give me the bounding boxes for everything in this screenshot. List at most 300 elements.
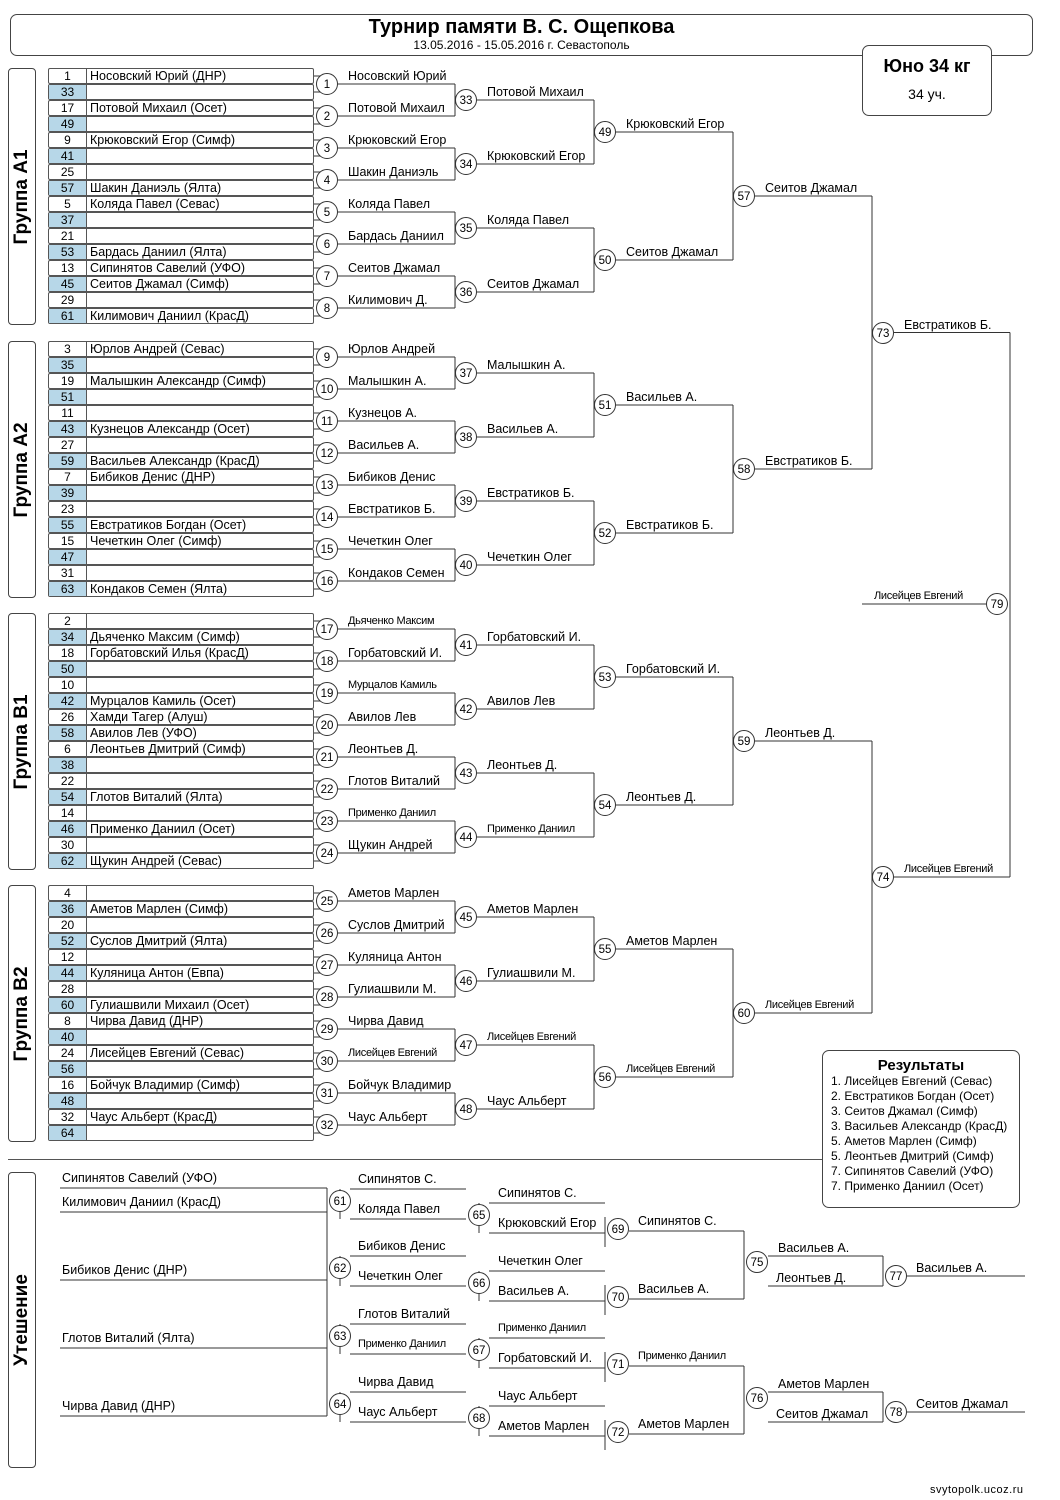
- match-number-badge: 64: [329, 1393, 351, 1415]
- match-number-badge: 7: [316, 265, 338, 287]
- draw-number: 7: [49, 470, 87, 484]
- match-number-badge: 12: [316, 442, 338, 464]
- entrant-name: Гулиашвили Михаил (Осет): [90, 998, 250, 1012]
- draw-number: 8: [49, 1014, 87, 1028]
- entrant-name: Кузнецов Александр (Осет): [90, 422, 250, 436]
- draw-number: 57: [49, 181, 87, 195]
- winner-label: Васильев А.: [498, 1284, 570, 1298]
- entry-row: [48, 725, 314, 741]
- winner-label: Леонтьев Д.: [776, 1271, 847, 1285]
- winner-label: Мурцалов Камиль: [348, 679, 437, 691]
- match-number-badge: 79: [986, 593, 1008, 615]
- group-label: Группа А1: [11, 148, 32, 245]
- entry-row: [48, 533, 314, 549]
- draw-number: 3: [49, 342, 87, 356]
- winner-label: Евстратиков Б.: [626, 518, 714, 532]
- winner-label: Коляда Павел: [487, 213, 570, 227]
- draw-number: 43: [49, 422, 87, 436]
- draw-number: 42: [49, 694, 87, 708]
- page-subtitle: 13.05.2016 - 15.05.2016 г. Севастополь: [413, 38, 630, 52]
- match-number-badge: 24: [316, 842, 338, 864]
- group-label: Утешение: [11, 1274, 32, 1366]
- match-number-badge: 1: [316, 73, 338, 95]
- winner-label: Васильев А.: [638, 1282, 710, 1296]
- entry-row: [48, 997, 314, 1013]
- winner-label: Малышкин А.: [348, 374, 427, 388]
- draw-number: 62: [49, 854, 87, 868]
- entry-row: [48, 1013, 314, 1029]
- entry-row: [48, 821, 314, 837]
- winner-label: Потовой Михаил: [487, 85, 584, 99]
- page-title: Турнир памяти В. С. Ощепкова: [368, 16, 675, 38]
- entry-row: [48, 228, 314, 244]
- match-number-badge: 13: [316, 474, 338, 496]
- match-number-badge: 48: [455, 1098, 477, 1120]
- winner-label: Потовой Михаил: [348, 101, 445, 115]
- match-number-badge: 17: [316, 618, 338, 640]
- winner-label: Чечеткин Олег: [487, 550, 572, 564]
- entry-row: [48, 981, 314, 997]
- entrant-name: Мурцалов Камиль (Осет): [90, 694, 236, 708]
- entry-row: [48, 741, 314, 757]
- winner-label: Глотов Виталий: [358, 1307, 450, 1321]
- entrant-name: Щукин Андрей (Севас): [90, 854, 222, 868]
- draw-number: 21: [49, 229, 87, 243]
- entry-row: [48, 1093, 314, 1109]
- entry-row: [48, 421, 314, 437]
- winner-label: Чирва Давид (ДНР): [62, 1399, 176, 1413]
- draw-number: 26: [49, 710, 87, 724]
- match-number-badge: 2: [316, 105, 338, 127]
- entrant-name: Применко Даниил (Осет): [90, 822, 236, 836]
- match-number-badge: 30: [316, 1050, 338, 1072]
- match-number-badge: 50: [594, 249, 616, 271]
- winner-label: Сипинятов Савелий (УФО): [62, 1171, 218, 1185]
- winner-label: Чаус Альберт: [498, 1389, 578, 1403]
- winner-label: Кузнецов А.: [348, 406, 418, 420]
- result-item: 2. Евстратиков Богдан (Осет): [831, 1089, 995, 1103]
- match-number-badge: 10: [316, 378, 338, 400]
- entry-row: [48, 917, 314, 933]
- draw-number: 31: [49, 566, 87, 580]
- match-number-badge: 20: [316, 714, 338, 736]
- entry-row: [48, 276, 314, 292]
- draw-number: 29: [49, 293, 87, 307]
- match-number-badge: 3: [316, 137, 338, 159]
- match-number-badge: 35: [455, 217, 477, 239]
- draw-number: 1: [49, 69, 87, 83]
- winner-label: Сеитов Джамал: [776, 1407, 869, 1421]
- match-number-badge: 65: [468, 1204, 490, 1226]
- match-number-badge: 68: [468, 1407, 490, 1429]
- match-number-badge: 77: [885, 1265, 907, 1287]
- match-number-badge: 61: [329, 1190, 351, 1212]
- match-number-badge: 46: [455, 970, 477, 992]
- winner-label: Крюковский Егор: [626, 117, 725, 131]
- draw-number: 22: [49, 774, 87, 788]
- draw-number: 45: [49, 277, 87, 291]
- winner-label: Дьяченко Максим: [348, 615, 435, 627]
- winner-label: Васильев А.: [487, 422, 559, 436]
- match-number-badge: 18: [316, 650, 338, 672]
- winner-label: Евстратиков Б.: [487, 486, 575, 500]
- draw-number: 56: [49, 1062, 87, 1076]
- entry-row: [48, 292, 314, 308]
- match-number-badge: 74: [872, 866, 894, 888]
- entry-row: [48, 613, 314, 629]
- entry-row: [48, 341, 314, 357]
- entry-row: [48, 789, 314, 805]
- results-title: Результаты: [877, 1057, 965, 1074]
- draw-number: 50: [49, 662, 87, 676]
- match-number-badge: 42: [455, 698, 477, 720]
- weight-class-box: [862, 45, 992, 116]
- entry-row: [48, 949, 314, 965]
- winner-label: Сипинятов С.: [358, 1172, 437, 1186]
- results-box: [822, 1050, 1020, 1208]
- match-number-badge: 52: [594, 522, 616, 544]
- match-number-badge: 37: [455, 362, 477, 384]
- group-b1-box: [8, 613, 36, 870]
- winner-label: Коляда Павел: [358, 1202, 441, 1216]
- entrant-name: Горбатовский Илья (КрасД): [90, 646, 249, 660]
- entrant-name: Авилов Лев (УФО): [90, 726, 197, 740]
- match-number-badge: 26: [316, 922, 338, 944]
- entrant-name: Васильев Александр (КрасД): [90, 454, 260, 468]
- winner-label: Чечеткин Олег: [348, 534, 433, 548]
- winner-label: Применко Даниил: [487, 823, 575, 835]
- winner-label: Чечеткин Олег: [358, 1269, 443, 1283]
- draw-number: 11: [49, 406, 87, 420]
- draw-number: 13: [49, 261, 87, 275]
- winner-label: Бардась Даниил: [348, 229, 444, 243]
- draw-number: 27: [49, 438, 87, 452]
- draw-number: 63: [49, 582, 87, 596]
- group-label: Группа А2: [11, 421, 32, 518]
- winner-label: Лисейцев Евгений: [626, 1063, 715, 1075]
- winner-label: Глотов Виталий (Ялта): [62, 1331, 195, 1345]
- match-number-badge: 47: [455, 1034, 477, 1056]
- winner-label: Гулиашвили М.: [348, 982, 437, 996]
- winner-label: Аметов Марлен: [638, 1417, 730, 1431]
- entrant-name: Малышкин Александр (Симф): [90, 374, 266, 388]
- entry-row: [48, 180, 314, 196]
- match-number-badge: 72: [607, 1421, 629, 1443]
- winner-label: Сипинятов С.: [638, 1214, 717, 1228]
- entry-row: [48, 885, 314, 901]
- match-number-badge: 29: [316, 1018, 338, 1040]
- winner-label: Авилов Лев: [487, 694, 556, 708]
- entry-row: [48, 693, 314, 709]
- entry-row: [48, 212, 314, 228]
- entrant-name: Евстратиков Богдан (Осет): [90, 518, 247, 532]
- winner-label: Чирва Давид: [348, 1014, 424, 1028]
- match-number-badge: 14: [316, 506, 338, 528]
- match-number-badge: 78: [885, 1401, 907, 1423]
- match-number-badge: 53: [594, 666, 616, 688]
- entrant-name: Сеитов Джамал (Симф): [90, 277, 229, 291]
- result-item: 7. Сипинятов Савелий (УФО): [831, 1164, 994, 1178]
- watermark: svytopolk.ucoz.ru: [930, 1484, 1024, 1496]
- entrant-name: Бардась Даниил (Ялта): [90, 245, 227, 259]
- winner-label: Бибиков Денис: [358, 1239, 446, 1253]
- winner-label: Васильев А.: [626, 390, 698, 404]
- entry-row: [48, 837, 314, 853]
- entry-row: [48, 373, 314, 389]
- entry-row: [48, 709, 314, 725]
- winner-label: Аметов Марлен: [498, 1419, 590, 1433]
- draw-number: 24: [49, 1046, 87, 1060]
- winner-label: Чаус Альберт: [358, 1405, 438, 1419]
- group-a2-box: [8, 341, 36, 598]
- match-number-badge: 33: [455, 89, 477, 111]
- match-number-badge: 54: [594, 794, 616, 816]
- entrant-name: Крюковский Егор (Симф): [90, 133, 236, 147]
- match-number-badge: 49: [594, 121, 616, 143]
- draw-number: 51: [49, 390, 87, 404]
- entry-row: [48, 1045, 314, 1061]
- draw-number: 17: [49, 101, 87, 115]
- draw-number: 14: [49, 806, 87, 820]
- winner-label: Носовский Юрий: [348, 69, 447, 83]
- participant-count: 34 уч.: [908, 86, 946, 102]
- draw-number: 52: [49, 934, 87, 948]
- winner-label: Леонтьев Д.: [765, 726, 836, 740]
- draw-number: 59: [49, 454, 87, 468]
- winner-label: Горбатовский И.: [626, 662, 721, 676]
- entry-row: [48, 116, 314, 132]
- draw-number: 47: [49, 550, 87, 564]
- entrant-name: Кондаков Семен (Ялта): [90, 582, 228, 596]
- winner-label: Аметов Марлен: [626, 934, 718, 948]
- draw-number: 35: [49, 358, 87, 372]
- entrant-name: Бойчук Владимир (Симф): [90, 1078, 240, 1092]
- entrant-name: Куляница Антон (Евпа): [90, 966, 224, 980]
- winner-label: Щукин Андрей: [348, 838, 433, 852]
- entry-row: [48, 901, 314, 917]
- winner-label: Леонтьев Д.: [626, 790, 697, 804]
- draw-number: 37: [49, 213, 87, 227]
- match-number-badge: 66: [468, 1272, 490, 1294]
- draw-number: 36: [49, 902, 87, 916]
- entrant-name: Коляда Павел (Севас): [90, 197, 220, 211]
- entry-row: [48, 1109, 314, 1125]
- winner-label: Евстратиков Б.: [765, 454, 853, 468]
- winner-label: Бибиков Денис: [348, 470, 436, 484]
- winner-label: Суслов Дмитрий: [348, 918, 445, 932]
- entry-row: [48, 308, 314, 324]
- entry-row: [48, 68, 314, 84]
- entrant-name: Лисейцев Евгений (Севас): [90, 1046, 245, 1060]
- result-item: 3. Васильев Александр (КрасД): [831, 1119, 1008, 1133]
- draw-number: 33: [49, 85, 87, 99]
- result-item: 3. Сеитов Джамал (Симф): [831, 1104, 978, 1118]
- match-number-badge: 32: [316, 1114, 338, 1136]
- entrant-name: Чечеткин Олег (Симф): [90, 534, 222, 548]
- entrant-name: Суслов Дмитрий (Ялта): [90, 934, 228, 948]
- draw-number: 2: [49, 614, 87, 628]
- group-consolation-box: [8, 1172, 36, 1468]
- winner-label: Горбатовский И.: [498, 1351, 593, 1365]
- winner-label: Евстратиков Б.: [348, 502, 436, 516]
- entry-row: [48, 132, 314, 148]
- match-number-badge: 8: [316, 297, 338, 319]
- entrant-name: Чирва Давид (ДНР): [90, 1014, 204, 1028]
- winner-label: Васильев А.: [348, 438, 420, 452]
- winner-label: Кондаков Семен: [348, 566, 445, 580]
- winner-label: Куляница Антон: [348, 950, 442, 964]
- match-number-badge: 34: [455, 153, 477, 175]
- entrant-name: Сипинятов Савелий (УФО): [90, 261, 246, 275]
- match-number-badge: 38: [455, 426, 477, 448]
- entry-row: [48, 965, 314, 981]
- result-item: 5. Леонтьев Дмитрий (Симф): [831, 1149, 994, 1163]
- draw-number: 54: [49, 790, 87, 804]
- winner-label: Горбатовский И.: [348, 646, 443, 660]
- match-number-badge: 55: [594, 938, 616, 960]
- match-number-badge: 5: [316, 201, 338, 223]
- winner-label: Юрлов Андрей: [348, 342, 436, 356]
- winner-label: Лисейцев Евгений: [904, 863, 993, 875]
- match-number-badge: 27: [316, 954, 338, 976]
- draw-number: 41: [49, 149, 87, 163]
- draw-number: 53: [49, 245, 87, 259]
- entry-row: [48, 485, 314, 501]
- entry-row: [48, 645, 314, 661]
- draw-number: 28: [49, 982, 87, 996]
- draw-number: 60: [49, 998, 87, 1012]
- match-number-badge: 36: [455, 281, 477, 303]
- match-number-badge: 28: [316, 986, 338, 1008]
- entrant-name: Килимович Даниил (КрасД): [90, 309, 249, 323]
- match-number-badge: 15: [316, 538, 338, 560]
- draw-number: 12: [49, 950, 87, 964]
- match-number-badge: 56: [594, 1066, 616, 1088]
- winner-label: Аметов Марлен: [487, 902, 579, 916]
- draw-number: 40: [49, 1030, 87, 1044]
- winner-label: Шакин Даниэль: [348, 165, 439, 179]
- entry-row: [48, 853, 314, 869]
- winner-label: Чаус Альберт: [348, 1110, 428, 1124]
- winner-label: Лисейцев Евгений: [874, 590, 963, 602]
- winner-label: Сеитов Джамал: [626, 245, 719, 259]
- match-number-badge: 25: [316, 890, 338, 912]
- draw-number: 58: [49, 726, 87, 740]
- entrant-name: Дьяченко Максим (Симф): [90, 630, 240, 644]
- match-number-badge: 31: [316, 1082, 338, 1104]
- winner-label: Применко Даниил: [348, 807, 436, 819]
- draw-number: 16: [49, 1078, 87, 1092]
- draw-number: 5: [49, 197, 87, 211]
- winner-label: Лисейцев Евгений: [765, 999, 854, 1011]
- entry-row: [48, 164, 314, 180]
- entry-row: [48, 1061, 314, 1077]
- draw-number: 20: [49, 918, 87, 932]
- draw-number: 23: [49, 502, 87, 516]
- result-item: 5. Аметов Марлен (Симф): [831, 1134, 977, 1148]
- match-number-badge: 57: [733, 185, 755, 207]
- match-number-badge: 43: [455, 762, 477, 784]
- draw-number: 48: [49, 1094, 87, 1108]
- match-number-badge: 60: [733, 1002, 755, 1024]
- match-number-badge: 22: [316, 778, 338, 800]
- winner-label: Горбатовский И.: [487, 630, 582, 644]
- entry-row: [48, 549, 314, 565]
- winner-label: Килимович Д.: [348, 293, 428, 307]
- entrant-name: Хамди Тагер (Алуш): [90, 710, 208, 724]
- winner-label: Коляда Павел: [348, 197, 431, 211]
- match-number-badge: 19: [316, 682, 338, 704]
- result-item: 1. Лисейцев Евгений (Севас): [831, 1074, 993, 1088]
- match-number-badge: 73: [872, 322, 894, 344]
- winner-label: Васильев А.: [916, 1261, 988, 1275]
- draw-number: 39: [49, 486, 87, 500]
- winner-label: Васильев А.: [778, 1241, 850, 1255]
- draw-number: 9: [49, 133, 87, 147]
- match-number-badge: 59: [733, 730, 755, 752]
- match-number-badge: 11: [316, 410, 338, 432]
- winner-label: Глотов Виталий: [348, 774, 440, 788]
- winner-label: Крюковский Егор: [348, 133, 447, 147]
- entry-row: [48, 677, 314, 693]
- winner-label: Бойчук Владимир: [348, 1078, 452, 1092]
- draw-number: 18: [49, 646, 87, 660]
- winner-label: Применко Даниил: [498, 1322, 586, 1334]
- draw-number: 15: [49, 534, 87, 548]
- match-number-badge: 4: [316, 169, 338, 191]
- match-number-badge: 70: [607, 1286, 629, 1308]
- entry-row: [48, 1077, 314, 1093]
- entry-row: [48, 389, 314, 405]
- match-number-badge: 41: [455, 634, 477, 656]
- match-number-badge: 62: [329, 1257, 351, 1279]
- entry-row: [48, 357, 314, 373]
- entry-row: [48, 1125, 314, 1141]
- draw-number: 10: [49, 678, 87, 692]
- match-number-badge: 45: [455, 906, 477, 928]
- winner-label: Чирва Давид: [358, 1375, 434, 1389]
- winner-label: Килимович Даниил (КрасД): [62, 1195, 221, 1209]
- winner-label: Аметов Марлен: [778, 1377, 870, 1391]
- entry-row: [48, 260, 314, 276]
- entry-row: [48, 773, 314, 789]
- winner-label: Сеитов Джамал: [765, 181, 858, 195]
- draw-number: 34: [49, 630, 87, 644]
- match-number-badge: 6: [316, 233, 338, 255]
- match-number-badge: 63: [329, 1325, 351, 1347]
- winner-label: Чечеткин Олег: [498, 1254, 583, 1268]
- entrant-name: Шакин Даниэль (Ялта): [90, 181, 222, 195]
- winner-label: Сеитов Джамал: [916, 1397, 1009, 1411]
- entry-row: [48, 757, 314, 773]
- match-number-badge: 44: [455, 826, 477, 848]
- draw-number: 64: [49, 1126, 87, 1140]
- match-number-badge: 75: [746, 1251, 768, 1273]
- winner-label: Малышкин А.: [487, 358, 566, 372]
- entry-row: [48, 805, 314, 821]
- winner-label: Крюковский Егор: [498, 1216, 597, 1230]
- winner-label: Применко Даниил: [638, 1350, 726, 1362]
- match-number-badge: 21: [316, 746, 338, 768]
- entry-row: [48, 1029, 314, 1045]
- entry-row: [48, 453, 314, 469]
- entry-row: [48, 148, 314, 164]
- group-label: Группа В2: [11, 965, 32, 1062]
- result-item: 7. Применко Даниил (Осет): [831, 1179, 984, 1193]
- entry-row: [48, 501, 314, 517]
- winner-label: Применко Даниил: [358, 1338, 446, 1350]
- winner-label: Леонтьев Д.: [348, 742, 419, 756]
